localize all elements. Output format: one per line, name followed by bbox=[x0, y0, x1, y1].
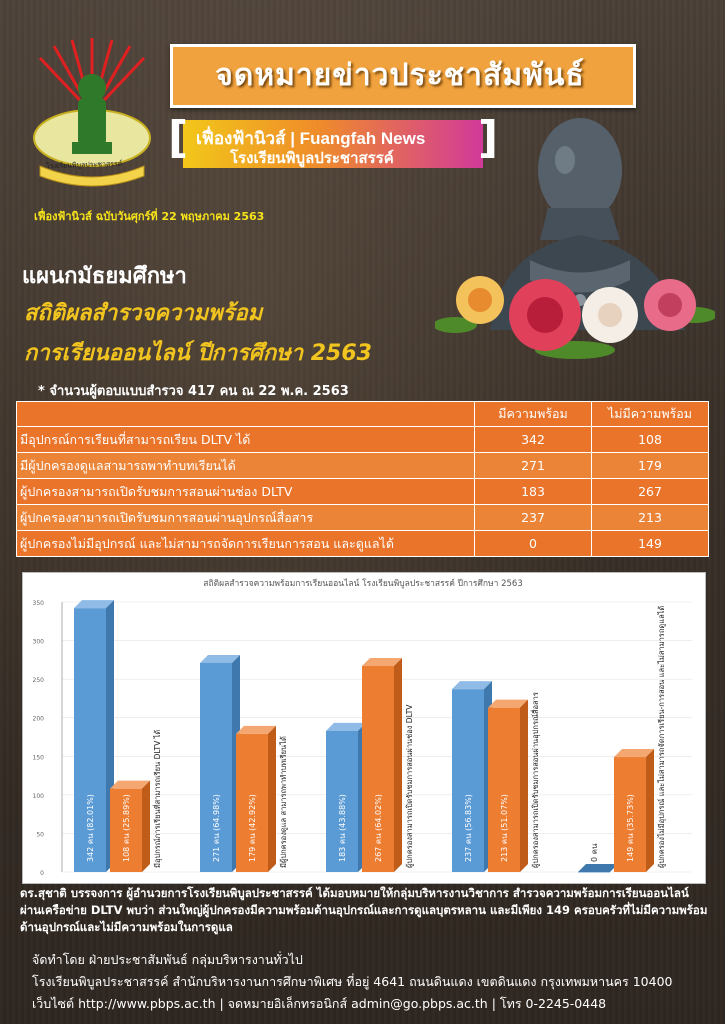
notready-value: 267 bbox=[592, 479, 709, 505]
y-tick-label: 0 bbox=[40, 870, 44, 877]
ready-value: 237 bbox=[475, 505, 592, 531]
category-label: มีผู้ปกครองดูแล สามารถพาทำบทเรียนได้ bbox=[279, 736, 288, 868]
row-label: มีอุปกรณ์การเรียนที่สามารถเรียน DLTV ได้ bbox=[17, 427, 475, 453]
headline-line2: การเรียนออนไลน์ ปีการศึกษา 2563 bbox=[24, 341, 372, 366]
notready-value: 213 bbox=[592, 505, 709, 531]
row-label: ผู้ปกครองสามารถเปิดรับชมการสอนผ่านอุปกรณ์สื่อสาร bbox=[17, 505, 475, 531]
footer-address: โรงเรียนพิบูลประชาสรรค์ สำนักบริหารงานการศึกษาพิเศษ ที่อยู่ 4641 ถนนดินแดง เขตดินแดง กรุงเทพมหานคร 10400 bbox=[32, 974, 673, 989]
bar-side bbox=[646, 749, 654, 872]
table-header-row bbox=[17, 402, 709, 427]
issue-date: เฟื่องฟ้านิวส์ ฉบับวันศุกร์ที่ 22 พฤษภาคม 2563 bbox=[34, 210, 265, 223]
bar-data-label: 149 คน (35.73%) bbox=[626, 794, 635, 862]
notready-value: 149 bbox=[592, 531, 709, 557]
flowers-decoration bbox=[435, 255, 715, 365]
respondent-note: * จำนวนผู้ตอบแบบสำรวจ 417 คน ณ 22 พ.ค. 2563 bbox=[38, 384, 349, 399]
header-blank-cell bbox=[17, 402, 475, 427]
bar-data-label: 267 คน (64.02%) bbox=[374, 794, 383, 862]
left-bracket: [ bbox=[168, 112, 189, 163]
bar-side bbox=[394, 658, 402, 872]
category-label: ผู้ปกครองสามารถเปิดรับชมการสอนผ่านช่อง DLTV bbox=[405, 704, 414, 868]
ready-value: 0 bbox=[475, 531, 592, 557]
table-row bbox=[17, 453, 709, 479]
col-header-notready: ไม่มีความพร้อม bbox=[592, 402, 709, 427]
bar-data-label: 342 คน (82.01%) bbox=[86, 794, 95, 862]
table-row bbox=[17, 479, 709, 505]
ready-value: 183 bbox=[475, 479, 592, 505]
ready-value: 342 bbox=[475, 427, 592, 453]
y-tick-label: 50 bbox=[36, 831, 44, 839]
category-label: ผู้ปกครองไม่มีอุปกรณ์ และไม่สามารถจัดการเรียน-การสอน และไม่สามารถดูแลได้ bbox=[657, 605, 666, 868]
row-label: ผู้ปกครองไม่มีอุปกรณ์ และไม่สามารถจัดการเรียนการสอน และดูแลได้ bbox=[17, 531, 475, 557]
survey-table bbox=[16, 401, 709, 557]
bar-data-label: 183 คน (43.88%) bbox=[338, 794, 347, 862]
y-tick-label: 300 bbox=[32, 638, 44, 646]
bar-side bbox=[142, 781, 150, 872]
table-row bbox=[17, 427, 709, 453]
row-label: มีผู้ปกครองดูแลสามารถพาทำบทเรียนได้ bbox=[17, 453, 475, 479]
bar-chart bbox=[22, 572, 704, 882]
table-row bbox=[17, 531, 709, 557]
bar-data-label: 213 คน (51.07%) bbox=[500, 794, 509, 862]
logo-caption: โรงเรียนพิบูลประชาสรรค์ bbox=[45, 159, 123, 171]
y-tick-label: 100 bbox=[32, 792, 44, 800]
school-name: โรงเรียนพิบูลประชาสรรค์ bbox=[230, 149, 394, 167]
notready-value: 179 bbox=[592, 453, 709, 479]
table-row bbox=[17, 505, 709, 531]
col-header-ready: มีความพร้อม bbox=[475, 402, 592, 427]
summary-paragraph: ดร.สุชาติ บรรจงการ ผู้อำนวยการโรงเรียนพิบูลประชาสรรค์ ได้มอบหมายให้กลุ่มบริหารงานวิชาการ สำรวจความพร้อมการเรียนออนไลน์ ผ่านเครือข่าย DLTV พบว่า ส่วนใหญ่ผู้ปกครองมีความพร้อมด้านอุปกรณ์และการดูแลบุตรหลาน และมีเพียง 149 ครอบครัวที่ไม่มีความพร้อมด้านอุปกรณ์และไม่มีความพร้อมในการดูแล bbox=[20, 886, 708, 934]
y-tick-label: 350 bbox=[32, 600, 44, 607]
notready-value: 108 bbox=[592, 427, 709, 453]
bar-side bbox=[520, 700, 528, 872]
right-bracket: ] bbox=[478, 112, 499, 163]
headline-line1: สถิติผลสำรวจความพร้อม bbox=[24, 301, 263, 326]
bar-side bbox=[268, 726, 276, 872]
bar-data-label: 271 คน (64.98%) bbox=[212, 794, 221, 862]
y-tick-label: 200 bbox=[32, 715, 44, 723]
y-tick-label: 150 bbox=[32, 754, 44, 762]
ready-value: 271 bbox=[475, 453, 592, 479]
row-label: ผู้ปกครองสามารถเปิดรับชมการสอนผ่านช่อง DLTV bbox=[17, 479, 475, 505]
footer-contact: เว็บไซต์ http://www.pbps.ac.th | จดหมายอิเล็กทรอนิกส์ admin@go.pbps.ac.th | โทร 0-2245-0448 bbox=[32, 996, 607, 1011]
newsletter-title: จดหมายข่าวประชาสัมพันธ์ bbox=[215, 58, 585, 93]
chart-title: สถิติผลสำรวจความพร้อมการเรียนออนไลน์ โรงเรียนพิบูลประชาสรรค์ ปีการศึกษา 2563 bbox=[203, 579, 523, 589]
bar-data-label: 0 คน bbox=[590, 843, 599, 862]
bar bbox=[578, 872, 610, 873]
department-heading: แผนกมัธยมศึกษา bbox=[22, 264, 187, 289]
news-name: เฟื่องฟ้านิวส์ | Fuangfah News bbox=[196, 129, 426, 148]
footer-credit: จัดทำโดย ฝ่ายประชาสัมพันธ์ กลุ่มบริหารงานทั่วไป bbox=[32, 952, 303, 967]
category-label: มีอุปกรณ์การเรียนที่สามารถเรียน DLTV ได้ bbox=[153, 729, 162, 868]
y-tick-label: 250 bbox=[32, 677, 44, 685]
bar-top bbox=[578, 864, 618, 872]
category-label: ผู้ปกครองสามารถเปิดรับชมการสอนผ่านอุปกรณ์สื่อสาร bbox=[531, 692, 540, 868]
bar-data-label: 108 คน (25.89%) bbox=[122, 794, 131, 862]
bar-data-label: 237 คน (56.83%) bbox=[464, 794, 473, 862]
bar-data-label: 179 คน (42.92%) bbox=[248, 794, 257, 862]
